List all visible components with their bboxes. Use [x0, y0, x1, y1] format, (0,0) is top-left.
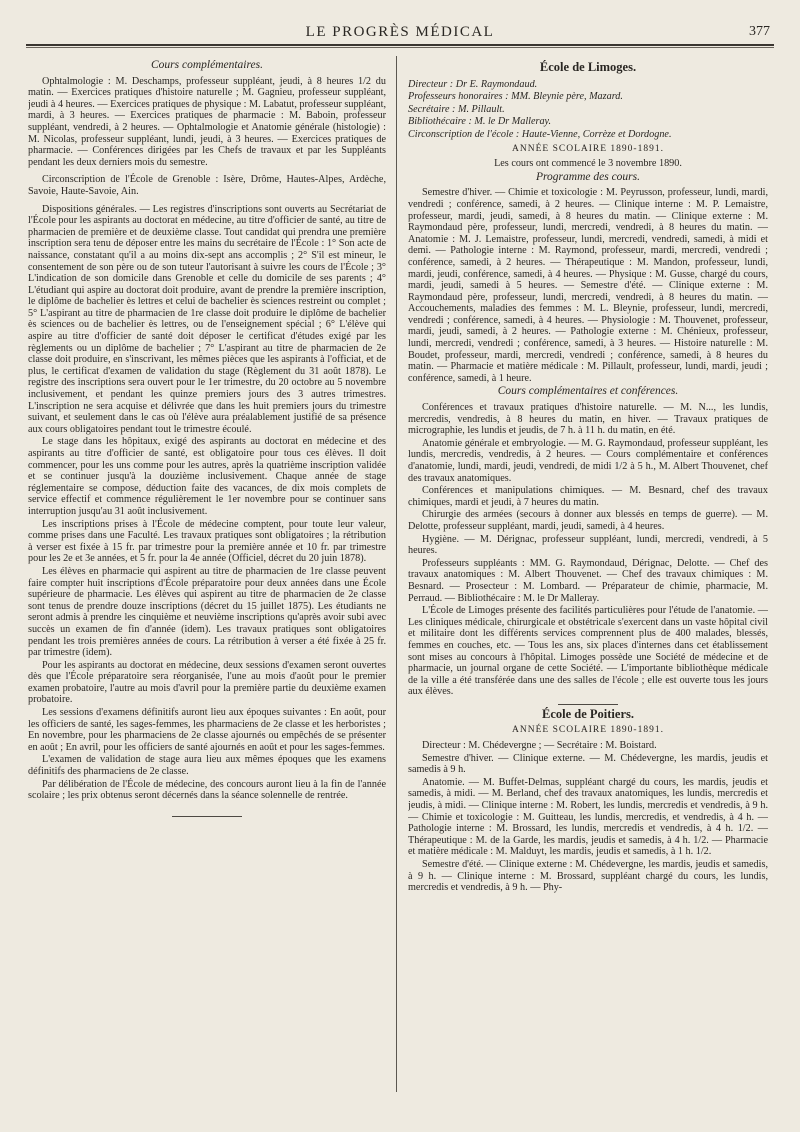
paragraph-anatomie-generale: Anatomie générale et embryologie. — M. G. Raymondaud, professeur suppléant, les lundis, mercredis, vendredis, à 2 heures. — Cours complémentaire et conférences d'anatomie, lundi, mardi, jeudi, vendredi, de midi 1/2 à 5 h., M. Albert Thouvenet, chef des travaux anatomiques.	[408, 437, 768, 484]
staff-line: Professeurs honoraires : MM. Bleynie père, Mazard.	[408, 91, 623, 103]
heading-programme-des-cours: Programme des cours.	[535, 170, 641, 183]
paragraph-programme: Semestre d'hiver. — Chimie et toxicologie : M. Peyrusson, professeur, lundi, mardi, vendredi ; conférence, samedi, à 2 heures. — Clinique interne : M. P. Lemaistre, professeur, mardi, jeudi, samedi, à 8 heures du matin. — Clinique externe : M. Raymondaud père, professeur, lundi, mercredi, vendredi, à 8 heures du matin. — Anatomie : M. J. Lemaistre, professeur, lundi, mercredi, vendredi, samedi, à midi et demi. — Pathologie interne : M. Raymond, professeur, mardi, mercredi, vendredi ; conférence, samedi, à 2 heures. — Thérapeutique : M. Mandon, professeur, lundi, mardi, jeudi, conférence, samedi, à 4 heures. — Physique : M. Gusse, chargé du cours, mardi, jeudi, samedi à 5 heures. — Semestre d'été. — Clinique externe : M. Raymondaud père, professeur, lundi, mercredi, vendredi, à 8 heures du matin. — Accouchements, maladies des femmes : M. L. Bleynie, professeur, lundi, mercredi, vendredi ; conférence, samedi, à 4 heures. — Physiologie : M. Thouvenet, professeur, mardi, jeudi, samedi, à 2 heures. — Pathologie externe : M. Chénieux, professeur, lundi, mercredi, vendredi ; conférence, samedi, à 3 heures. — Histoire naturelle : M. Boudet, professeur, mardi, mercredi, vendredi ; conférence, samedi, à 8 heures du matin. — Pharmacie et matière médicale : M. Pillault, professeur, lundi, mardi, jeudi ; conférence, samedi, à 1 heure.	[408, 187, 768, 384]
school-year: ANNÉE SCOLAIRE 1890-1891.	[512, 143, 664, 154]
paragraph-inscriptions: Les inscriptions prises à l'École de médecine comptent, pour toute leur valeur, comme prises dans une Faculté. Les travaux pratiques sont obligatoires ; la rétribution à verser est fixée à 15 fr. par trimestre pour la première année et 10 fr. par trimestre pour les 2e et 3e années, et 5 fr. pour la 4e année (Officiel, décret du 20 juin 1878).	[28, 518, 386, 565]
page-number: 377	[749, 24, 770, 39]
paragraph-ophtalmologie: Ophtalmologie : M. Deschamps, professeur suppléant, jeudi, à 8 heures 1/2 du matin. — Exercices pratiques d'histoire naturelle ; M. Gagnieu, professeur suppléant, jeudi à 4 heures. — Exercices pratiques de physique : M. Labatut, professeur suppléant, mardi, à 3 heures. — Exercices pratiques de pharmacie : M. Baboin, professeur suppléant, vendredi, à 2 heures. — Ophtalmologie et Anatomie générale (histologie) : M. Nicolas, professeur suppléant, lundi, jeudi, à 3 heures. — Exercices pratiques de pharmacie. — Conférences dirigées par les Chefs de travaux et par les Suppléants pendant les deux derniers mois du semestre.	[28, 75, 386, 168]
paragraph-examens-doctorat: Pour les aspirants au doctorat en médecine, deux sessions d'examen seront ouvertes dès que l'École préparatoire sera réorganisée, l'une au mois d'août pour le premier examen probatoire, l'autre au mois d'avril pour la première partie du deuxième examen probatoire.	[28, 659, 386, 706]
paragraph-manipulations-chimiques: Conférences et manipulations chimiques. — M. Besnard, chef des travaux chimiques, mardi et jeudi, à 7 heures du matin.	[408, 485, 768, 508]
left-column	[28, 58, 386, 1112]
paragraph-semestre-ete: Semestre d'été. — Clinique externe : M. Chédevergne, les mardis, jeudis et samedis, à 9 h. — Clinique interne : M. Brossard, suppléant chargé du cours, les lundis, mercredis et vendredis, à 9 h. — Phy-	[408, 859, 768, 894]
paragraph-ecole-limoges-facilites: L'École de Limoges présente des facilités particulières pour l'étude de l'anatomie. — Les cliniques médicale, chirurgicale et obstétricale s'exercent dans un vaste hôpital civil et militaire dont les différents services comprennent plus de 400 malades, blessés, femmes en couches, etc. — Tous les ans, six places d'internes dans cet établissement sont mises au concours à l'hôpital. Limoges possède une Société de médecine et de pharmacie, un journal organe de cette Société. — L'importante bibliothèque médicale de la ville a été transférée dans une des salles de l'école ; elle est ouverte tous les jours aux élèves.	[408, 605, 768, 698]
paragraph-validation-stage: L'examen de validation de stage aura lieu aux mêmes époques que les examens définitifs des pharmaciens de 2e classe.	[28, 754, 386, 778]
column-divider	[396, 56, 397, 1092]
staff-line: Bibliothécaire : M. le Dr Malleray.	[408, 116, 552, 128]
staff-line: Circonscription de l'école : Haute-Vienne, Corrèze et Dordogne.	[408, 128, 672, 140]
paragraph-chirurgie-armees: Chirurgie des armées (secours à donner aux blessés en temps de guerre). — M. Delotte, professeur suppléant, mardi, jeudi, samedi, à 4 heures.	[408, 509, 768, 532]
paragraph-anatomie-poitiers: Anatomie. — M. Buffet-Delmas, suppléant chargé du cours, les mardis, jeudis et samedis, à midi. — M. Berland, chef des travaux anatomiques, les lundis, mercredis et jeudis, à midi. — Clinique interne : M. Robert, les lundis, mercredis et vendredis, à 9 h. — Chimie et toxicologie : M. Guitteau, les lundis, mercredis, et vendredis, à 4 h. — Pathologie interne : M. Brossard, les lundis, mercredis et vendredis, à 4 h. 1/2. — Thérapeutique : M. de la Garde, les mardis, jeudis et samedis, à 4 h. 1/2. — Pharmacie et matière médicale : M. Malduyt, les mardis, jeudis et samedis, à 1 h. 1/2.	[408, 776, 768, 858]
header-rule	[26, 47, 774, 48]
opening-date: Les cours ont commencé le 3 novembre 1890.	[494, 158, 682, 170]
paragraph-poitiers-staff: Directeur : M. Chédevergne ; — Secrétaire : M. Boistard.	[422, 740, 657, 752]
paragraph-sessions: Les sessions d'examens définitifs auront lieu aux époques suivantes : En août, pour les officiers de santé, les sages-femmes, les pharmaciens de 2e classe et les herboristes ; En novembre, pour les pharmaciens de 2e classe ajournés ou empêchés de se présenter en août ; En avril, pour les officiers de santé ajournés en août et pour les sages-femmes.	[28, 707, 386, 753]
paragraph-dispositions-generales: Dispositions générales. — Les registres d'inscriptions sont ouverts au Secrétariat de l'École pour les aspirants au doctorat en médecine, au titre d'officier de santé, au titre de pharmacien de première et de deuxième classe. Tout candidat qui prendra une première inscription sera tenu de déposer entre les mains du secrétaire de l'École : 1° Son acte de naissance, constatant qu'il a au moins dix-sept ans accomplis ; 2° S'il est mineur, le consentement de son père ou de son tuteur l'autorisant à suivre les cours de l'École ; 3° L'indication de son domicile dans Grenoble et celle du domicile de ses parents ; 4° L'étudiant qui aspire au doctorat doit produire, avant de prendre la première inscription, le diplôme de bachelier ès lettres et celui de bachelier ès sciences restreint ou complet ; 5° L'aspirant au titre de pharmacien de 1re classe doit produire le diplôme de bachelier ès sciences ou de bachelier ès lettres, ou de l'enseignement spécial ; 6° L'élève qui aspire au titre d'officier de santé doit déposer le certificat d'études exigé par les règlements ou un diplôme de bachelier ; 7° L'aspirant au titre de pharmacien de 2e classe doit produire, en s'inscrivant, les mêmes pièces que les aspirants à l'officiat, et de plus, le certificat d'examen de validation du stage (Règlement du 31 août 1878). Le registre des inscriptions sera ouvert pour le 1er trimestre, du 20 octobre au 5 novembre inclusivement, et pendant les quinze premiers jours des 3 autres trimestres. L'inscription ne sera acquise et délivrée que dans les huit premiers jours du trimestre suivant, et seulement dans le cas où l'élève aura préalablement justifié de sa présence aux cours obligatoires pendant tout le trimestre écoulé.	[28, 203, 386, 435]
section-heading-cours-complementaires: Cours complémentaires.	[150, 59, 263, 71]
paragraph-pharmacie: Les élèves en pharmacie qui aspirent au titre de pharmacien de 1re classe peuvent faire compter huit inscriptions d'École préparatoire pour deux années dans une École supérieure de pharmacie. Les élèves qui aspirent au titre de pharmacien de 2e classe sont tenus de prendre douze inscriptions (décret du 15 juillet 1875). Les étudiants ne seront admis à prendre les cinquième et neuvième inscriptions qu'après avoir subi avec succès un examen de fin d'année (idem). Les travaux pratiques sont obligatoires pendant les trois premières années de cours. La rétribution à verser a été fixée à 25 fr. par trimestre (idem).	[28, 565, 386, 659]
staff-line: Secrétaire : M. Pillault.	[408, 103, 505, 115]
paragraph-concours: Par délibération de l'École de médecine, des concours auront lieu à la fin de l'année scolaire ; les prix obtenus seront décernés dans la séance solennelle de rentrée.	[28, 778, 386, 802]
running-head	[26, 22, 774, 46]
paragraph-professeurs-suppleants: Professeurs suppléants : MM. G. Raymondaud, Dérignac, Delotte. — Chef des travaux anatomiques : M. Albert Thouvenet. — Chef des travaux chimiques : M. Besnard. — Prosecteur : M. Lombard. — Préparateur de chimie, pharmacie, M. Perraud. — Bibliothécaire : M. le Dr Malleray.	[408, 557, 768, 604]
journal-title: LE PROGRÈS MÉDICAL	[305, 24, 495, 40]
paragraph-stage: Le stage dans les hôpitaux, exigé des aspirants au doctorat en médecine et des aspirants au titre d'officier de santé, est obligatoire pour tous ces élèves. Il doit commencer, pour les uns comme pour les autres, après la quatrième inscription validée et se continuer jusqu'à la douzième inclusivement. Chaque année de stage réglementaire se compose, déduction faite des vacances, de dix mois complets de service effectif et commence régulièrement le 1er novembre pour se continuer sans interruption jusqu'au 31 août inclusivement.	[28, 436, 386, 517]
heading-ecole-limoges: École de Limoges.	[539, 60, 637, 74]
heading-cours-complementaires-conferences: Cours complémentaires et conférences.	[497, 385, 679, 398]
paragraph-circonscription: Circonscription de l'École de Grenoble : Isère, Drôme, Hautes-Alpes, Ardèche, Savoie, Haute-Savoie, Ain.	[28, 174, 386, 197]
right-column	[408, 58, 768, 1112]
heading-ecole-poitiers: École de Poitiers.	[542, 706, 634, 721]
paragraph-histoire-naturelle: Conférences et travaux pratiques d'histoire naturelle. — M. N..., les lundis, mercredis, vendredis, à 8 heures du matin, en hiver. — Travaux pratiques de micrographie, les lundis et jeudis, de 7 h. à 11 h. du matin, en été.	[408, 402, 768, 437]
end-rule	[172, 816, 242, 817]
school-year: ANNÉE SCOLAIRE 1890-1891.	[512, 725, 664, 736]
section-rule	[558, 704, 618, 705]
paragraph-semestre-hiver: Semestre d'hiver. — Clinique externe. — M. Chédevergne, les mardis, jeudis et samedis à 9 h.	[408, 752, 768, 776]
staff-line: Directeur : Dr E. Raymondaud.	[408, 78, 538, 90]
paragraph-hygiene: Hygiène. — M. Dérignac, professeur suppléant, lundi, mercredi, vendredi, à 5 heures.	[408, 533, 768, 557]
